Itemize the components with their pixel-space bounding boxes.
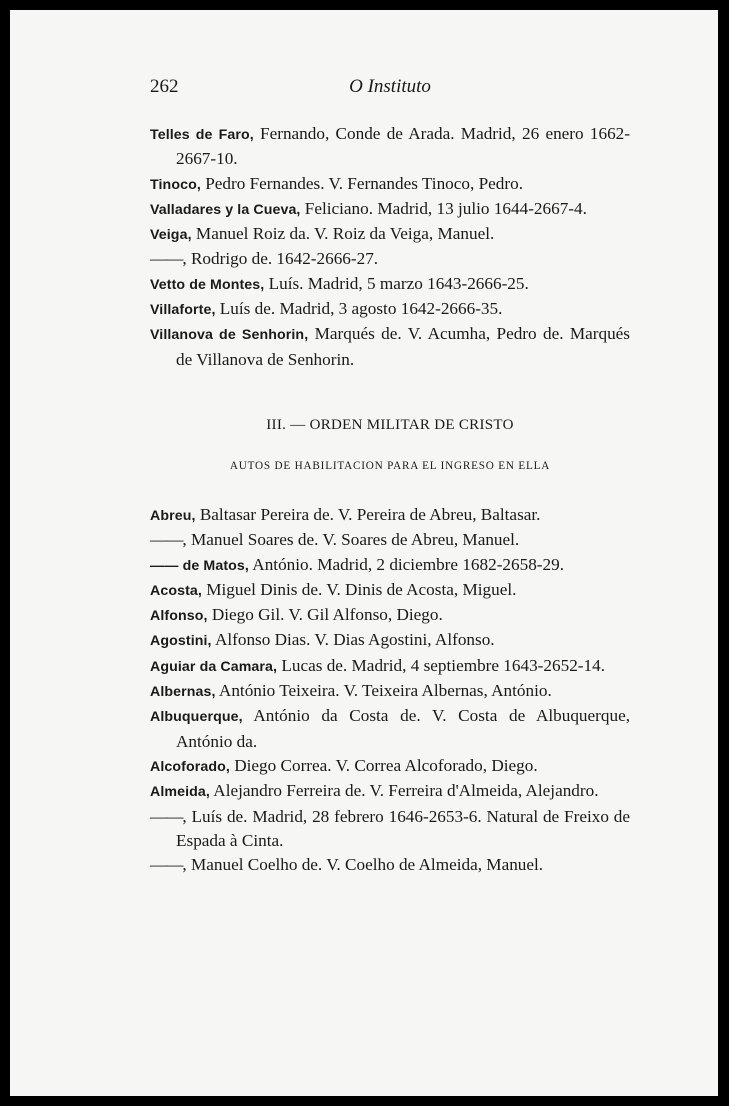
section-heading: III. — ORDEN MILITAR DE CRISTO xyxy=(266,417,514,433)
index-entry: Albuquerque, António da Costa de. V. Costa de Albuquerque, António da. xyxy=(150,706,630,751)
index-entry: Villanova de Senhorin, Marqués de. V. Acumha, Pedro de. Marqués de Villanova de Senhorin. xyxy=(150,324,630,369)
index-entry: Valladares y la Cueva, Feliciano. Madrid, 13 julio 1644-2667-4. xyxy=(150,198,587,218)
page-header xyxy=(150,76,630,102)
index-entry: Alcoforado, Diego Correa. V. Correa Alcoforado, Diego. xyxy=(150,755,538,775)
index-entry: —— de Matos, António. Madrid, 2 diciembre 1682-2658-29. xyxy=(150,554,565,574)
index-entry: Telles de Faro, Fernando, Conde de Arada. Madrid, 26 enero 1662-2667-10. xyxy=(150,124,630,169)
index-entry: Acosta, Miguel Dinis de. V. Dinis de Acosta, Miguel. xyxy=(150,579,517,599)
index-entry: ——, Manuel Coelho de. V. Coelho de Almeida, Manuel. xyxy=(150,855,544,875)
index-entry: ——, Manuel Soares de. V. Soares de Abreu, Manuel. xyxy=(150,530,520,550)
entries-block-2 xyxy=(150,503,630,877)
index-entry: Villaforte, Luís de. Madrid, 3 agosto 1642-2666-35. xyxy=(150,299,503,319)
section-subheading: AUTOS DE HABILITACION PARA EL INGRESO EN ELLA xyxy=(229,460,551,472)
index-entry: Alfonso, Diego Gil. V. Gil Alfonso, Diego. xyxy=(150,605,443,625)
index-entry: ——, Rodrigo de. 1642-2666-27. xyxy=(150,249,379,269)
entries-block-1 xyxy=(150,122,630,372)
index-entry: Agostini, Alfonso Dias. V. Dias Agostini, Alfonso. xyxy=(150,630,495,650)
page-number: 262 xyxy=(150,76,179,97)
book-page xyxy=(10,10,718,1096)
index-entry: Almeida, Alejandro Ferreira de. V. Ferreira d'Almeida, Alejandro. xyxy=(150,781,599,801)
index-entry: ——, Luís de. Madrid, 28 febrero 1646-2653-6. Natural de Freixo de Espada à Cinta. xyxy=(150,806,630,850)
index-entry: Albernas, António Teixeira. V. Teixeira Albernas, António. xyxy=(150,681,552,701)
running-title: O Instituto xyxy=(349,76,431,97)
index-entry: Veiga, Manuel Roiz da. V. Roiz da Veiga, Manuel. xyxy=(150,224,495,244)
index-entry: Tinoco, Pedro Fernandes. V. Fernandes Tinoco, Pedro. xyxy=(150,173,523,193)
index-entry: Vetto de Montes, Luís. Madrid, 5 marzo 1643-2666-25. xyxy=(150,273,529,293)
index-entry: Abreu, Baltasar Pereira de. V. Pereira de Abreu, Baltasar. xyxy=(150,505,541,524)
index-entry: Aguiar da Camara, Lucas de. Madrid, 4 septiembre 1643-2652-14. xyxy=(150,655,605,675)
